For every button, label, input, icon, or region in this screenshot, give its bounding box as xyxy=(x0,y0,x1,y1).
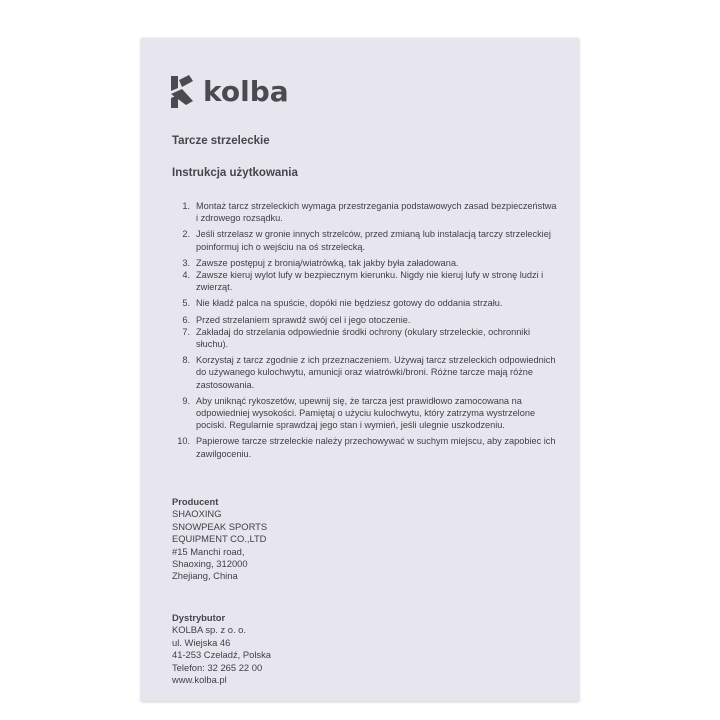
list-item xyxy=(172,326,557,350)
item-number: 9. xyxy=(182,395,190,406)
item-number: 2. xyxy=(182,229,190,240)
producer-line: Zhejiang, China xyxy=(172,570,238,582)
list-item xyxy=(172,269,557,293)
item-text: Papierowe tarcze strzeleckie należy przechowywać w suchym miejscu, aby zapobiec ich zawilgoceniu. xyxy=(196,436,556,459)
instruction-sheet xyxy=(141,38,579,701)
brand-logo xyxy=(167,74,289,110)
item-text: Aby uniknąć rykoszetów, upewnij się, że tarcza jest prawidłowo zamocowana na odpowiedniej wysokości. Pamiętaj o użyciu kulochwytu, który zatrzyma wystrzelone pociski. Regularnie sprawdzaj jego stan i wymień, jeśli ulegnie uszkodzeniu. xyxy=(196,395,536,431)
distributor-info xyxy=(172,612,271,686)
distributor-line: ul. Wiejska 46 xyxy=(172,636,231,648)
item-text: Zawsze postępuj z bronią/wiatrówką, tak jakby była załadowana. xyxy=(196,257,459,268)
distributor-website: www.kolba.pl xyxy=(172,674,227,686)
item-number: 4. xyxy=(182,270,190,281)
producer-heading: Producent xyxy=(172,496,219,507)
list-item xyxy=(172,257,557,269)
list-item xyxy=(172,200,557,224)
instructions-list xyxy=(172,200,557,464)
item-text: Przed strzelaniem sprawdź swój cel i jego otoczenie. xyxy=(196,314,411,325)
item-text: Korzystaj z tarcz zgodnie z ich przeznaczeniem. Używaj tarcz strzeleckich odpowiednich do używanego kulochwytu, amunicji oraz wiatrówki/broni. Różne tarcze mają różne zastosowania. xyxy=(196,355,556,390)
item-number: 7. xyxy=(182,326,190,337)
list-item xyxy=(172,228,557,252)
item-text: Nie kładź palca na spuście, dopóki nie będziesz gotowy do oddania strzału. xyxy=(196,298,503,309)
distributor-line: Telefon: 32 265 22 00 xyxy=(172,661,263,673)
distributor-line: KOLBA sp. z o. o. xyxy=(172,624,246,636)
item-number: 1. xyxy=(182,201,190,211)
producer-info xyxy=(172,496,267,583)
brand-name: kolba xyxy=(203,75,289,108)
item-text: Jeśli strzelasz w gronie innych strzelców, przed zmianą lub instalacją tarczy strzeleckiej poinformuj ich o wejściu na oś strzelecką. xyxy=(196,229,551,252)
distributor-line: 41-253 Czeladź, Polska xyxy=(172,649,272,661)
list-item xyxy=(172,395,557,432)
item-text: Montaż tarcz strzeleckich wymaga przestrzegania podstawowych zasad bezpieczeństwa i zdrowego rozsądku. xyxy=(196,201,557,224)
item-number: 8. xyxy=(182,355,190,366)
item-number: 3. xyxy=(182,257,190,268)
item-number: 5. xyxy=(182,298,190,309)
producer-line: SHAOXING xyxy=(172,508,222,520)
kolba-logo-icon xyxy=(167,74,195,110)
producer-line: #15 Manchi road, xyxy=(172,545,245,557)
document-title: Tarcze strzeleckie xyxy=(172,135,270,147)
item-number: 6. xyxy=(182,314,190,325)
producer-line: EQUIPMENT CO.,LTD xyxy=(172,533,267,545)
item-number: 10. xyxy=(177,436,190,447)
item-text: Zakładaj do strzelania odpowiednie środki ochrony (okulary strzeleckie, ochronniki słuchu). xyxy=(196,326,530,350)
list-item xyxy=(172,435,557,459)
producer-line: SNOWPEAK SPORTS xyxy=(172,520,268,532)
distributor-heading: Dystrybutor xyxy=(172,612,226,623)
producer-line: Shaoxing, 312000 xyxy=(172,558,248,570)
list-item xyxy=(172,314,557,326)
list-item xyxy=(172,354,557,391)
list-item xyxy=(172,297,557,309)
item-text: Zawsze kieruj wylot lufy w bezpiecznym kierunku. Nigdy nie kieruj lufy w stronę ludzi i zwierząt. xyxy=(196,270,544,293)
document-subtitle: Instrukcja użytkowania xyxy=(172,167,298,179)
